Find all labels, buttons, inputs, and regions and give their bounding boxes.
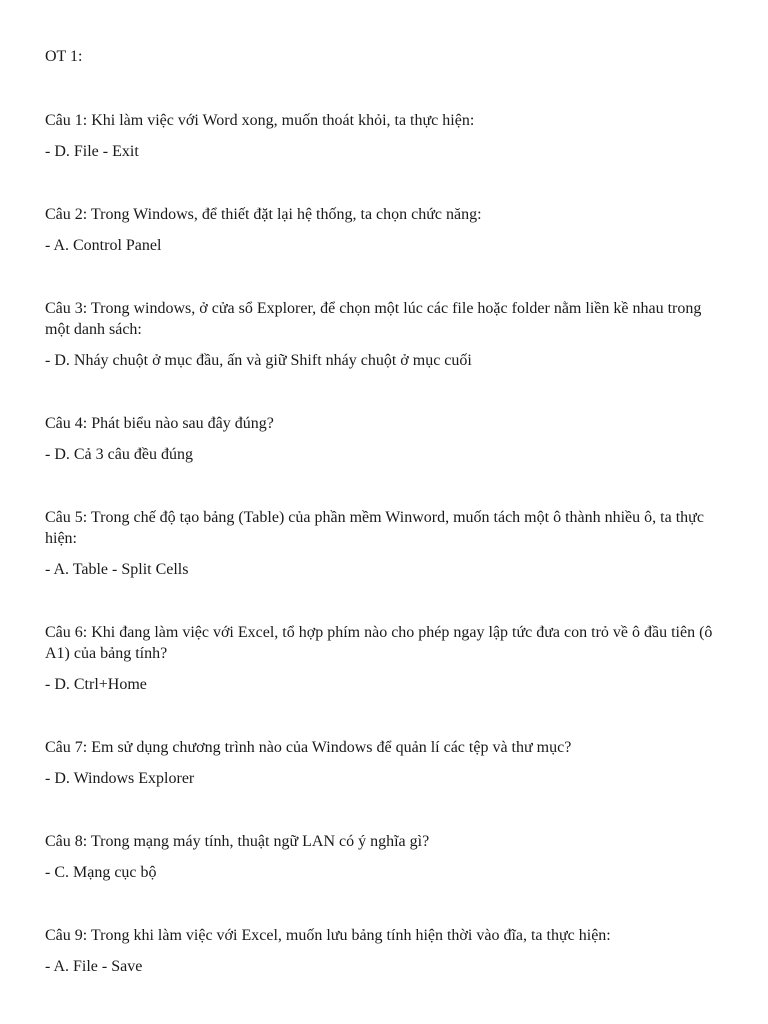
answer-text: - D. Nháy chuột ở mục đầu, ấn và giữ Shift nháy chuột ở mục cuối [45, 352, 472, 369]
answer-text: - A. File - Save [45, 958, 143, 975]
answer-text: - D. File - Exit [45, 143, 139, 160]
question-text: Câu 3: Trong windows, ở cửa sổ Explorer, để chọn một lúc các file hoặc folder nằm liền kề nhau trong một danh sách: [45, 300, 702, 338]
question-block-9 [45, 925, 727, 977]
answer-text: - A. Control Panel [45, 237, 162, 254]
question-text: Câu 5: Trong chế độ tạo bảng (Table) của phần mềm Winword, muốn tách một ô thành nhiều ô, ta thực hiện: [45, 509, 704, 547]
question-text: Câu 6: Khi đang làm việc với Excel, tổ hợp phím nào cho phép ngay lập tức đưa con trỏ về ô đầu tiên (ô A1) của bảng tính? [45, 624, 713, 662]
question-block-8 [45, 831, 727, 883]
document-page [45, 46, 727, 1019]
question-block-6 [45, 622, 727, 695]
answer-text: - C. Mạng cục bộ [45, 864, 157, 881]
answer-text: - A. Table - Split Cells [45, 561, 189, 578]
question-text: Câu 8: Trong mạng máy tính, thuật ngữ LAN có ý nghĩa gì? [45, 833, 430, 850]
answer-text: - D. Ctrl+Home [45, 676, 147, 693]
question-block-4 [45, 413, 727, 465]
answer-text: - D. Cả 3 câu đều đúng [45, 446, 193, 463]
question-text: Câu 1: Khi làm việc với Word xong, muốn thoát khỏi, ta thực hiện: [45, 112, 475, 129]
question-block-2 [45, 204, 727, 256]
question-text: Câu 4: Phát biểu nào sau đây đúng? [45, 415, 274, 432]
question-block-1 [45, 110, 727, 162]
question-block-7 [45, 737, 727, 789]
answer-text: - D. Windows Explorer [45, 770, 195, 787]
question-text: Câu 9: Trong khi làm việc với Excel, muốn lưu bảng tính hiện thời vào đĩa, ta thực hiện: [45, 927, 611, 944]
question-block-5 [45, 507, 727, 580]
question-text: Câu 7: Em sử dụng chương trình nào của Windows để quản lí các tệp và thư mục? [45, 739, 572, 756]
question-block-3 [45, 298, 727, 371]
document-heading: OT 1: [45, 48, 83, 65]
question-text: Câu 2: Trong Windows, để thiết đặt lại hệ thống, ta chọn chức năng: [45, 206, 482, 223]
